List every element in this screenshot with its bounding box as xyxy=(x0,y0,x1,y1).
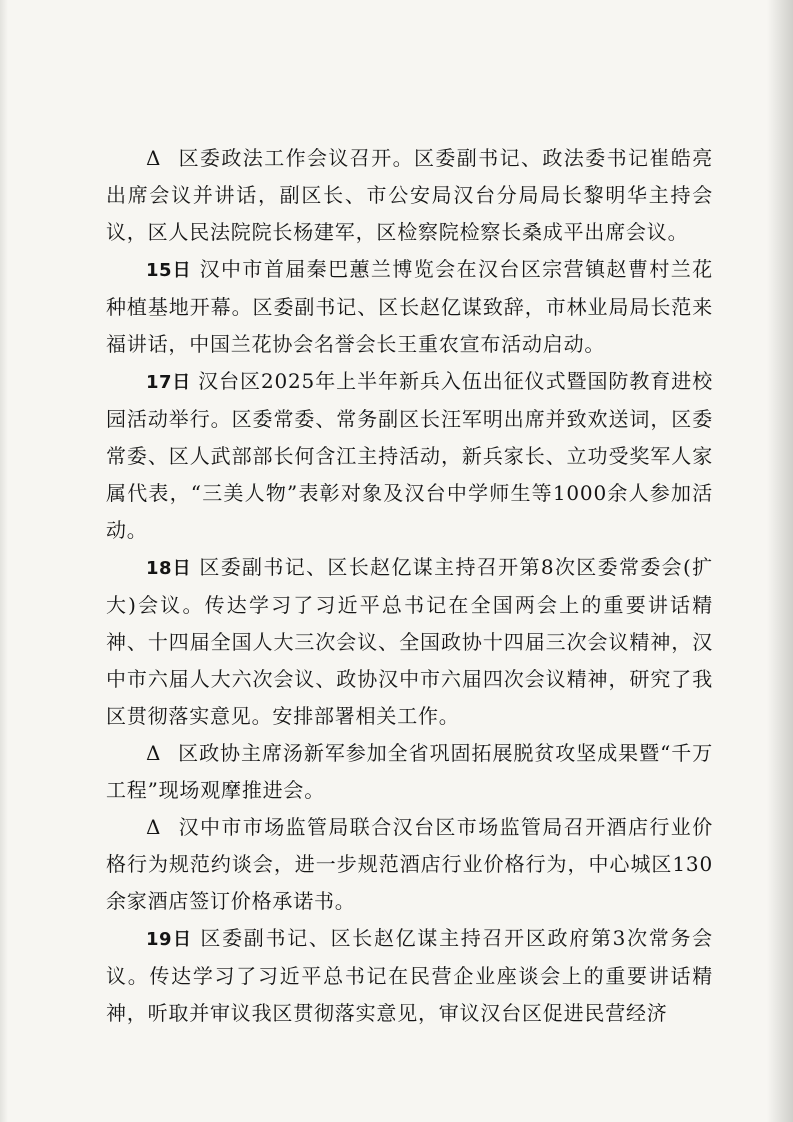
paragraph-standing-committee xyxy=(106,549,713,735)
date-label: 17日 xyxy=(146,372,191,393)
scan-edge-shadow-left xyxy=(0,0,8,1122)
paragraph-hotel-pricing xyxy=(106,809,713,920)
date-label: 18日 xyxy=(146,558,192,579)
delta-marker: Δ xyxy=(146,146,162,170)
delta-marker: Δ xyxy=(146,741,162,765)
paragraph-text: 汉台区2025年上半年新兵入伍出征仪式暨国防教育进校园活动举行。区委常委、常务副区长汪军明出席并致欢送词，区委常委、区人武部部长何含江主持活动，新兵家长、立功受奖军人家属代表，“三美人物”表彰对象及汉台中学师生等1000余人参加活动。 xyxy=(106,369,713,542)
scan-edge-shadow-right xyxy=(767,0,793,1122)
date-label: 15日 xyxy=(146,260,192,281)
delta-marker: Δ xyxy=(146,815,162,839)
paragraph-orchid-expo xyxy=(106,251,713,363)
paragraph-text: 区委副书记、区长赵亿谋主持召开区政府第3次常务会议。传达学习了习近平总书记在民营企业座谈会上的重要讲话精神，听取并审议我区贯彻落实意见，审议汉台区促进民营经济 xyxy=(106,926,713,1025)
paragraph-political-legal-meeting xyxy=(106,140,713,251)
paragraph-recruit-ceremony xyxy=(106,363,713,549)
paragraph-cppcc-observation xyxy=(106,735,713,809)
date-label: 19日 xyxy=(146,929,193,950)
paragraph-executive-meeting xyxy=(106,920,713,1032)
paragraph-text: 区委副书记、区长赵亿谋主持召开第8次区委常委会(扩大)会议。传达学习了习近平总书记在全国两会上的重要讲话精神、十四届全国人大三次会议、全国政协十四届三次会议精神，汉中市六届人大六次会议、政协汉中市六届四次会议精神，研究了我区贯彻落实意见。安排部署相关工作。 xyxy=(106,555,713,728)
paragraph-text: 汉中市首届秦巴蕙兰博览会在汉台区宗营镇赵曹村兰花种植基地开幕。区委副书记、区长赵亿谋致辞，市林业局局长范来福讲话，中国兰花协会名誉会长王重农宣布活动启动。 xyxy=(106,257,713,356)
paragraph-text: 汉中市市场监管局联合汉台区市场监管局召开酒店行业价格行为规范约谈会，进一步规范酒店行业价格行为，中心城区130余家酒店签订价格承诺书。 xyxy=(106,815,713,913)
paragraph-text: 区委政法工作会议召开。区委副书记、政法委书记崔皓亮出席会议并讲话，副区长、市公安局汉台分局局长黎明华主持会议，区人民法院院长杨建军，区检察院检察长桑成平出席会议。 xyxy=(106,146,713,244)
paragraph-text: 区政协主席汤新军参加全省巩固拓展脱贫攻坚成果暨“千万工程”现场观摩推进会。 xyxy=(106,741,713,802)
